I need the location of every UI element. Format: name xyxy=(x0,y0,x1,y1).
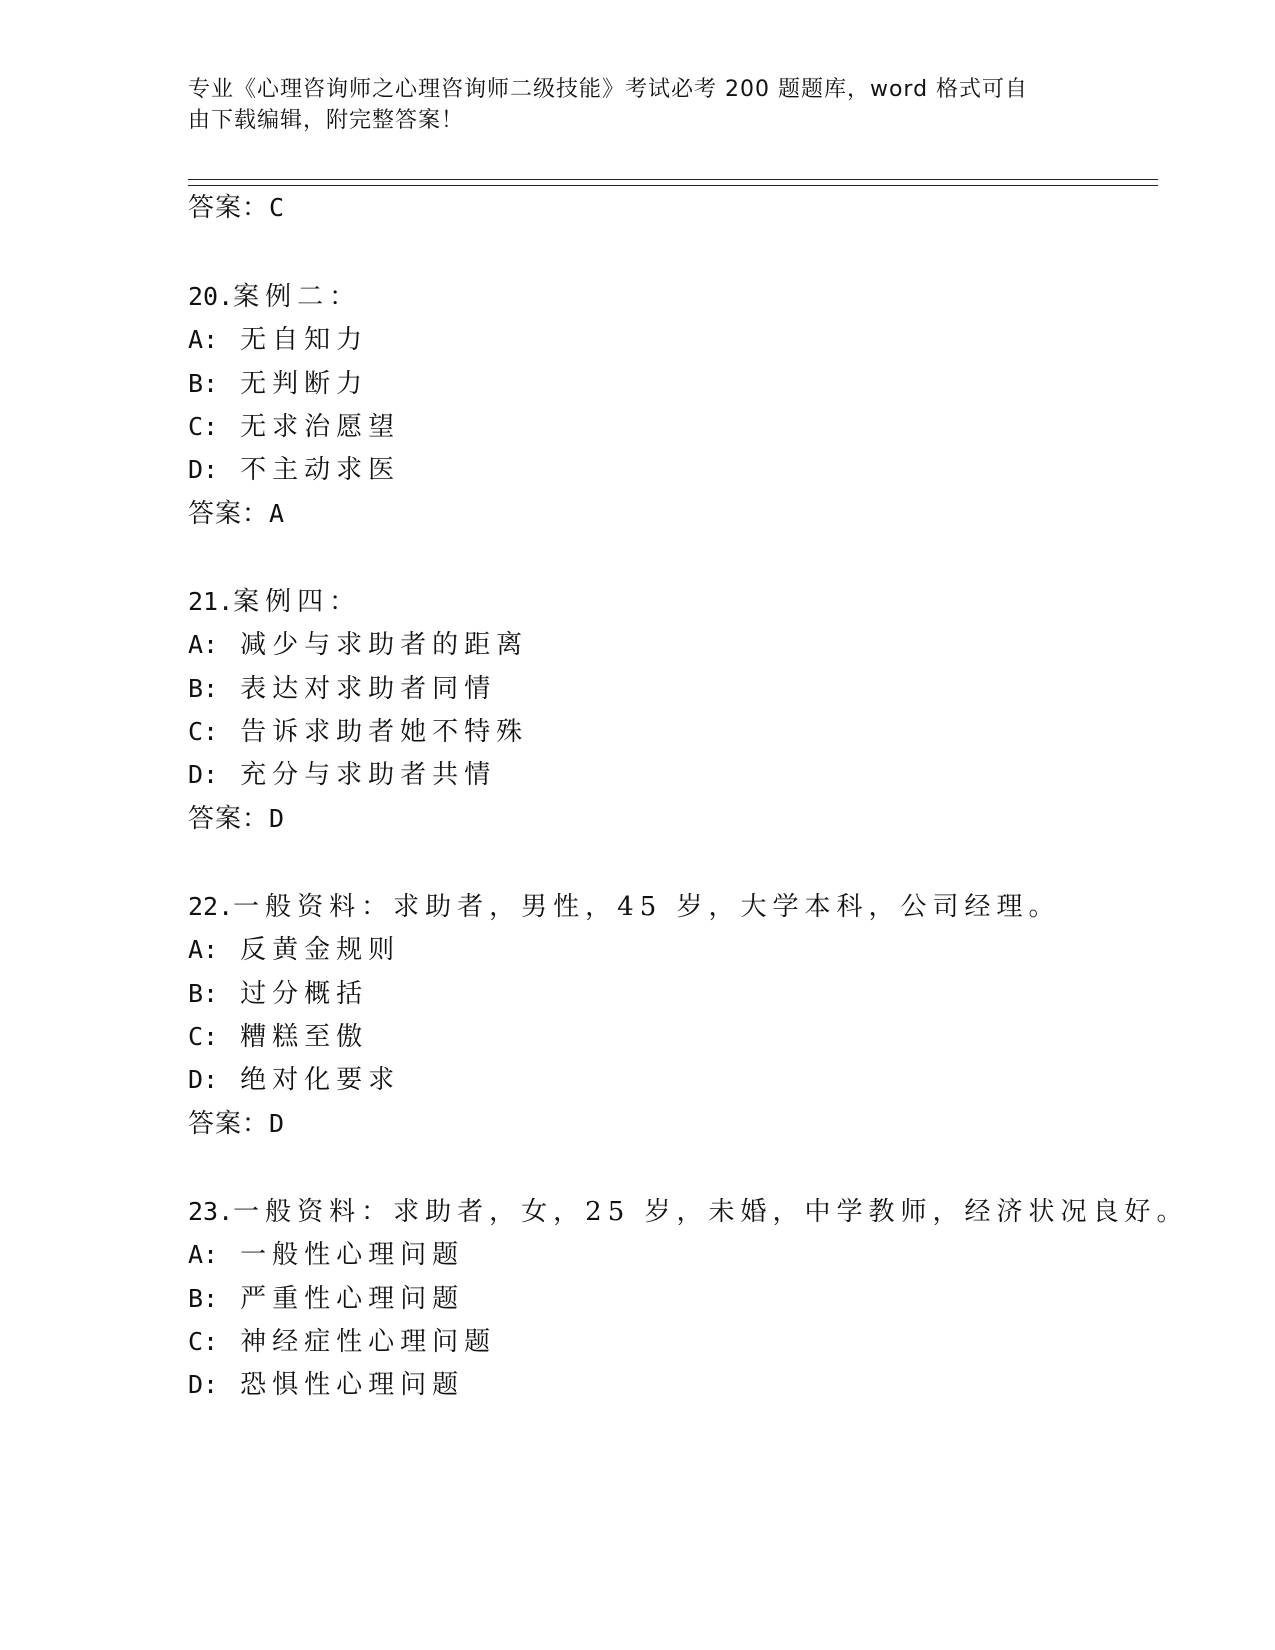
question-stem: 一般资料：求助者，男性，45 岁，大学本科，公司经理。 xyxy=(233,892,1061,922)
question-21-option-a xyxy=(188,628,528,662)
question-20-option-d xyxy=(188,453,400,487)
answer-label: 答案： xyxy=(188,1109,270,1139)
option-key: D: xyxy=(188,1370,219,1399)
option-text: 无判断力 xyxy=(240,369,369,399)
question-22-stem xyxy=(188,890,1061,924)
question-23-option-b xyxy=(188,1282,464,1316)
option-key: A: xyxy=(188,325,219,354)
question-20-option-c xyxy=(188,410,400,444)
option-text: 糟糕至傲 xyxy=(240,1022,369,1052)
option-text: 一般性心理问题 xyxy=(240,1240,465,1270)
header-line-1: 专业《心理咨询师之心理咨询师二级技能》考试必考 200 题题库，word 格式可自 xyxy=(188,77,1029,102)
header-divider-bottom xyxy=(188,185,1158,186)
option-key: A: xyxy=(188,1240,219,1269)
question-22-option-d xyxy=(188,1063,400,1097)
question-20-stem xyxy=(188,280,361,314)
option-key: C: xyxy=(188,1022,219,1051)
question-number: 23. xyxy=(188,1197,234,1226)
header-divider-top xyxy=(188,179,1158,180)
option-key: C: xyxy=(188,717,219,746)
question-21-option-d xyxy=(188,758,496,792)
question-22-option-b xyxy=(188,977,368,1011)
option-text: 充分与求助者共情 xyxy=(240,760,497,790)
question-21-stem xyxy=(188,585,361,619)
option-text: 表达对求助者同情 xyxy=(240,674,497,704)
question-22-option-c xyxy=(188,1020,368,1054)
question-number: 21. xyxy=(188,587,234,616)
option-text: 无自知力 xyxy=(240,325,369,355)
document-header xyxy=(188,74,1088,136)
option-text: 恐惧性心理问题 xyxy=(240,1370,465,1400)
option-text: 不主动求医 xyxy=(240,455,401,485)
option-key: B: xyxy=(188,979,219,1008)
option-key: D: xyxy=(188,760,219,789)
question-22-answer xyxy=(188,1107,285,1141)
answer-label: 答案： xyxy=(188,804,270,834)
header-line-2: 由下载编辑，附完整答案！ xyxy=(188,108,465,133)
option-key: A: xyxy=(188,935,219,964)
option-key: C: xyxy=(188,1327,219,1356)
question-number: 20. xyxy=(188,282,234,311)
option-text: 过分概括 xyxy=(240,979,369,1009)
question-21-option-b xyxy=(188,672,496,706)
option-key: B: xyxy=(188,1284,219,1313)
option-key: D: xyxy=(188,1065,219,1094)
option-text: 无求治愿望 xyxy=(240,412,401,442)
question-stem: 案例二： xyxy=(233,282,362,312)
question-21-option-c xyxy=(188,715,528,749)
option-text: 告诉求助者她不特殊 xyxy=(240,717,529,747)
answer-value: D xyxy=(269,804,286,833)
option-key: D: xyxy=(188,455,219,484)
option-text: 神经症性心理问题 xyxy=(240,1327,497,1357)
answer-value: D xyxy=(269,1109,286,1138)
question-20-option-a xyxy=(188,323,368,357)
option-key: B: xyxy=(188,369,219,398)
question-23-option-d xyxy=(188,1368,464,1402)
answer-label: 答案： xyxy=(188,499,270,529)
answer-value: C xyxy=(269,193,286,222)
option-key: A: xyxy=(188,630,219,659)
question-stem: 一般资料：求助者，女，25 岁，未婚，中学教师，经济状况良好。 xyxy=(233,1197,1189,1227)
question-21-answer xyxy=(188,802,285,836)
option-key: C: xyxy=(188,412,219,441)
answer-label: 答案： xyxy=(188,193,270,223)
answer-value: A xyxy=(269,499,286,528)
answer-line-prev xyxy=(188,191,285,225)
question-stem: 案例四： xyxy=(233,587,362,617)
question-number: 22. xyxy=(188,892,234,921)
option-key: B: xyxy=(188,674,219,703)
option-text: 严重性心理问题 xyxy=(240,1284,465,1314)
question-23-option-a xyxy=(188,1238,464,1272)
question-20-answer xyxy=(188,497,285,531)
option-text: 绝对化要求 xyxy=(240,1065,401,1095)
option-text: 减少与求助者的距离 xyxy=(240,630,529,660)
option-text: 反黄金规则 xyxy=(240,935,401,965)
question-23-stem xyxy=(188,1195,1189,1229)
question-20-option-b xyxy=(188,367,368,401)
question-23-option-c xyxy=(188,1325,496,1359)
question-22-option-a xyxy=(188,933,400,967)
